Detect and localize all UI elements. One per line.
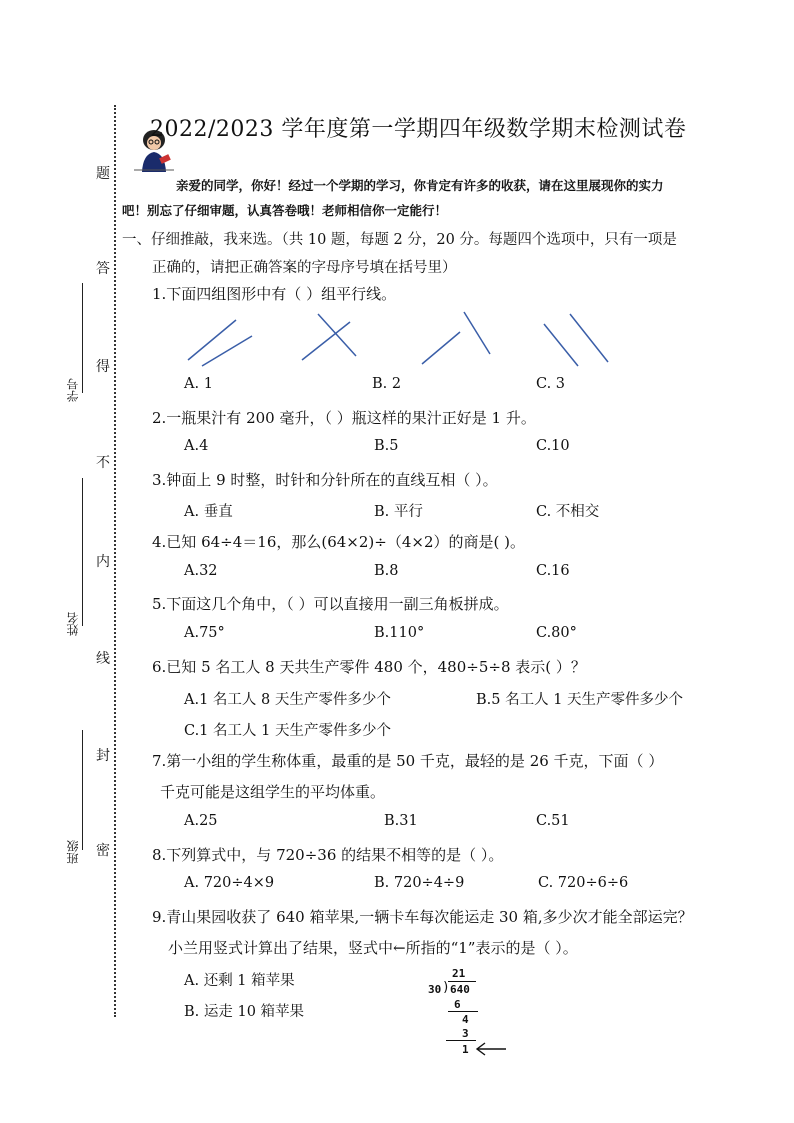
left-arrow-icon (474, 1041, 508, 1060)
q4-option-c[interactable]: C.16 (536, 563, 570, 579)
q6-option-b[interactable]: B.5 名工人 1 天生产零件多少个 (476, 692, 684, 708)
class-label: 班级 (66, 840, 80, 864)
binding-char: 不 (96, 455, 110, 471)
q5-option-a[interactable]: A.75° (184, 625, 225, 641)
ld-rule-1 (448, 1011, 478, 1012)
question-8: 8.下列算式中，与 720÷36 的结果不相等的是（ ）。 (152, 846, 504, 864)
q6-option-c[interactable]: C.1 名工人 1 天生产零件多少个 (184, 723, 391, 739)
binding-char: 线 (96, 651, 110, 667)
q4-option-b[interactable]: B.8 (374, 563, 399, 579)
section-1-heading-cont: 正确的，请把正确答案的字母序号填在括号里） (152, 260, 457, 276)
student-id-label: 学号 (66, 378, 80, 402)
binding-char: 封 (96, 748, 110, 764)
ld-step-1: 6 (454, 998, 461, 1011)
ld-dividend: 640 (450, 983, 470, 996)
name-blank[interactable] (82, 478, 83, 626)
q1-option-c[interactable]: C. 3 (536, 376, 566, 392)
ld-step-3: 3 (462, 1027, 469, 1040)
binding-char: 答 (96, 261, 110, 277)
intro-line-1: 亲爱的同学，你好！经过一个学期的学习，你肯定有许多的收获，请在这里展现你的实力 (176, 178, 664, 193)
name-label: 姓名 (66, 612, 80, 636)
long-division (424, 965, 514, 1060)
q1-option-b[interactable]: B. 2 (372, 376, 402, 392)
ld-step-2: 4 (462, 1013, 469, 1026)
q3-option-c[interactable]: C. 不相交 (536, 504, 600, 520)
q3-option-b[interactable]: B. 平行 (374, 504, 423, 520)
question-2: 2.一瓶果汁有 200 毫升，（ ）瓶这样的果汁正好是 1 升。 (152, 409, 536, 427)
q5-option-c[interactable]: C.80° (536, 625, 577, 641)
q1-option-a[interactable]: A. 1 (184, 376, 213, 392)
q8-option-b[interactable]: B. 720÷4÷9 (374, 875, 465, 891)
question-3: 3.钟面上 9 时整，时针和分针所在的直线互相（ ）。 (152, 471, 498, 489)
ld-vinculum (448, 981, 476, 982)
q9-option-b[interactable]: B. 运走 10 箱苹果 (184, 1004, 305, 1020)
question-7-cont: 千克可能是这组学生的平均体重。 (160, 783, 386, 801)
q9-option-a[interactable]: A. 还剩 1 箱苹果 (184, 973, 295, 989)
intro-line-2: 吧！别忘了仔细审题，认真答卷哦！老师相信你一定能行！ (122, 203, 448, 218)
q2-option-b[interactable]: B.5 (374, 438, 399, 454)
question-7: 7.第一小组的学生称体重，最重的是 50 千克，最轻的是 26 千克，下面（ ） (152, 752, 664, 770)
question-5: 5.下面这几个角中，（ ）可以直接用一副三角板拼成。 (152, 595, 509, 613)
binding-char: 密 (96, 843, 110, 859)
q3-option-a[interactable]: A. 垂直 (184, 504, 233, 520)
class-blank[interactable] (82, 730, 83, 850)
ld-remainder: 1 (462, 1043, 469, 1056)
q7-option-c[interactable]: C.51 (536, 813, 570, 829)
page-title: 2022/2023 学年度第一学期四年级数学期末检测试卷 (150, 117, 687, 142)
question-4: 4.已知 64÷4＝16，那么(64×2)÷（4×2）的商是( )。 (152, 533, 525, 551)
parallel-lines-figures (180, 308, 620, 372)
ld-bracket: ) (442, 980, 450, 995)
q2-option-a[interactable]: A.4 (184, 438, 209, 454)
binding-char: 得 (96, 359, 110, 375)
q5-option-b[interactable]: B.110° (374, 625, 425, 641)
q8-option-a[interactable]: A. 720÷4×9 (184, 875, 275, 891)
ld-rule-2 (446, 1040, 476, 1041)
question-1: 1.下面四组图形中有（ ）组平行线。 (152, 285, 397, 303)
ld-divisor: 30 (428, 983, 442, 996)
binding-char: 内 (96, 554, 110, 570)
student-id-blank[interactable] (82, 283, 83, 393)
binding-char: 题 (96, 166, 110, 182)
q2-option-c[interactable]: C.10 (536, 438, 570, 454)
binding-dotted-line (114, 105, 116, 1017)
question-6: 6.已知 5 名工人 8 天共生产零件 480 个，480÷5÷8 表示( ）？ (152, 658, 586, 676)
q8-option-c[interactable]: C. 720÷6÷6 (538, 875, 629, 891)
question-9-cont: 小兰用竖式计算出了结果，竖式中←所指的“1”表示的是（ ）。 (168, 939, 578, 957)
ld-quotient: 21 (452, 967, 466, 980)
section-1-heading: 一、仔细推敲，我来选。（共 10 题，每题 2 分，20 分。每题四个选项中，只有一项是 (122, 232, 677, 248)
q6-option-a[interactable]: A.1 名工人 8 天生产零件多少个 (184, 692, 391, 708)
q7-option-b[interactable]: B.31 (384, 813, 418, 829)
q7-option-a[interactable]: A.25 (184, 813, 218, 829)
question-9: 9.青山果园收获了 640 箱苹果,一辆卡车每次能运走 30 箱,多少次才能全部运完？ (152, 908, 693, 926)
q4-option-a[interactable]: A.32 (184, 563, 218, 579)
